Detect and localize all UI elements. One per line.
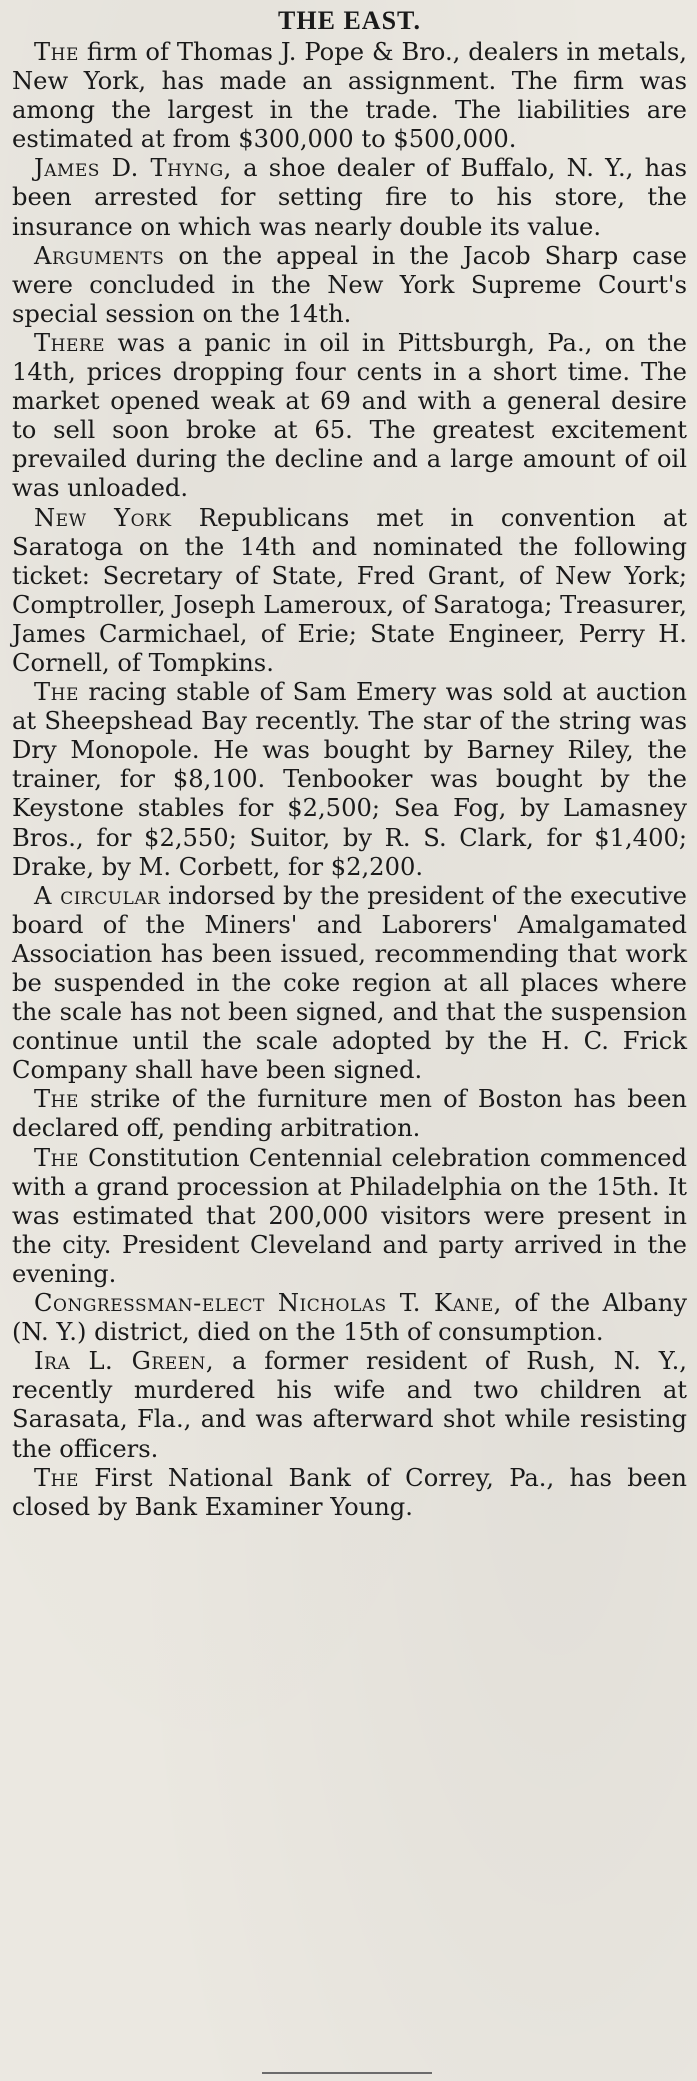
news-item-body	[12, 154, 687, 241]
news-item-text: Republicans met in convention at Saratoga on the 14th and nominated the following ticket: Secretary of State, Fred Grant, of New York; Comptroller, Joseph Lameroux, of Saratoga; Treasurer, James Carmichael, of Erie; State Engineer, Perry H. Cornell, of Tompkins.	[12, 503, 688, 677]
news-item-lead: The	[34, 1463, 79, 1492]
news-item-lead: Ira L. Green,	[34, 1347, 215, 1376]
news-item-text: indorsed by the president of the executive board of the Miners' and Laborers' Amalgamated Association has been issued, recommending that work be suspended in the coke region at all places where the scale has not been signed, and that the suspension continue until the scale adopted by the H. C. Frick Company shall have been signed.	[12, 881, 687, 1085]
news-item-body	[12, 1144, 687, 1289]
news-item	[12, 1085, 687, 1143]
news-item-text: on the appeal in the Jacob Sharp case were concluded in the New York Supreme Court's special session on the 14th.	[12, 241, 687, 328]
news-item	[12, 882, 687, 1086]
news-item-body	[12, 504, 687, 679]
news-item-text: strike of the furniture men of Boston has been declared off, pending arbitration.	[12, 1085, 687, 1143]
news-item-lead: James D. Thyng,	[34, 154, 232, 183]
news-item-body	[12, 242, 687, 329]
news-item	[12, 1347, 687, 1463]
news-item-text: a shoe dealer of Buffalo, N. Y., has been arrested for setting fire to his store, the insurance on which was nearly double its value.	[12, 154, 687, 241]
news-item	[12, 1289, 687, 1347]
news-item-body	[12, 1289, 687, 1347]
news-item-text: of the Albany (N. Y.) district, died on the 15th of consumption.	[12, 1289, 687, 1347]
news-item	[12, 1144, 687, 1289]
news-item-text: Constitution Centennial celebration commenced with a grand procession at Philadelphia on the 15th. It was estimated that 200,000 visitors were present in the city. President Cleveland and party arrived in the evening.	[12, 1143, 687, 1288]
section-headline: THE EAST.	[278, 6, 421, 35]
news-item-lead: Arguments	[34, 241, 165, 270]
news-item-text: firm of Thomas J. Pope & Bro., dealers in metals, New York, has made an assignment. The firm was among the largest in the trade. The liabilities are estimated at from $300,000 to $500,000.	[12, 38, 687, 154]
news-item-text: First National Bank of Correy, Pa., has been closed by Bank Examiner Young.	[12, 1463, 687, 1521]
news-item-body	[12, 38, 687, 154]
news-item-body	[12, 1347, 687, 1463]
news-item-lead: New York	[34, 503, 172, 532]
news-item-body	[12, 1464, 687, 1522]
news-item-lead: There	[34, 328, 106, 357]
news-item-text: was a panic in oil in Pittsburgh, Pa., on the 14th, prices dropping four cents in a short time. The market opened weak at 69 and with a general desire to sell soon broke at 65. The greatest excitement prevailed during the decline and a large amount of oil was unloaded.	[12, 328, 687, 503]
news-item-body	[12, 1085, 687, 1143]
news-item-lead: Congressman-elect Nicholas T. Kane,	[34, 1289, 502, 1318]
news-item	[12, 242, 687, 329]
news-item-lead: The	[34, 678, 79, 707]
news-item-text: a former resident of Rush, N. Y., recently murdered his wife and two children at Sarasata, Fla., and was afterward shot while resisting the officers.	[12, 1347, 687, 1463]
news-item-body	[12, 678, 687, 882]
news-item	[12, 678, 687, 882]
news-item	[12, 1464, 687, 1522]
news-item	[12, 154, 687, 241]
news-item-text: racing stable of Sam Emery was sold at auction at Sheepshead Bay recently. The star of the string was Dry Monopole. He was bought by Barney Riley, the trainer, for $8,100. Tenbooker was bought by the Keystone stables for $2,500; Sea Fog, by Lamasney Bros., for $2,550; Suitor, by R. S. Clark, for $1,400; Drake, by M. Corbett, for $2,200.	[12, 678, 687, 881]
news-item-lead: The	[34, 38, 79, 66]
news-item-lead: The	[34, 1085, 79, 1114]
news-item	[12, 329, 687, 504]
news-item-body	[12, 882, 687, 1086]
news-item	[12, 38, 687, 154]
column-end-rule	[262, 2072, 432, 2074]
news-item	[12, 504, 687, 679]
news-item-lead: A circular	[34, 881, 161, 910]
news-item-body	[12, 329, 687, 504]
news-item-lead: The	[34, 1143, 79, 1172]
